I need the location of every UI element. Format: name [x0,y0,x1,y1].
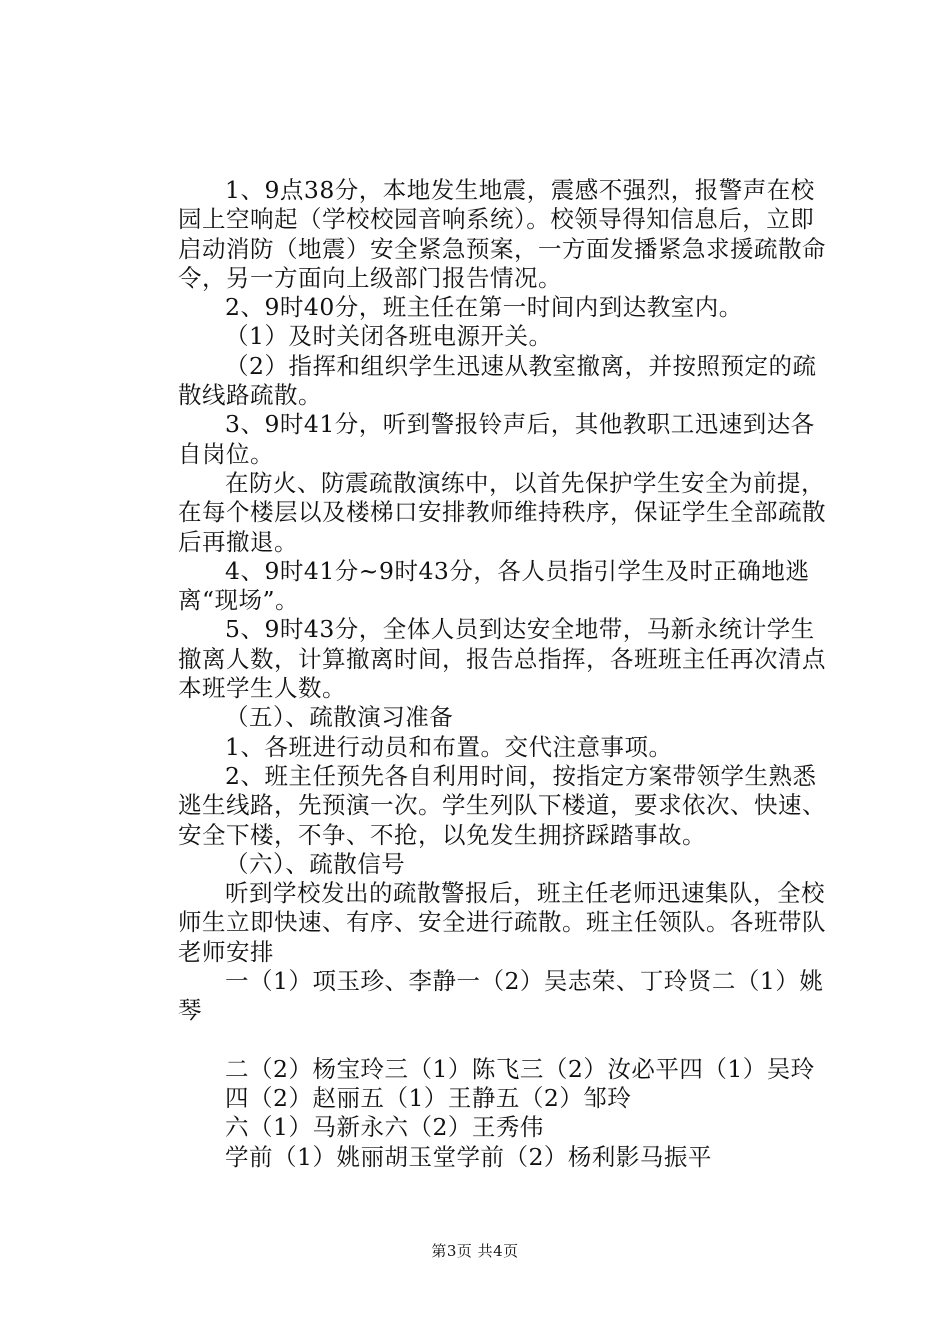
paragraph-step-2: 2、9时40分，班主任在第一时间内到达教室内。 [225,293,743,322]
paragraph-step-2-2: （2）指挥和组织学生迅速从教室撤离，并按照预定的疏散线路疏散。 [178,351,817,410]
paragraph-prep-2: 2、班主任预先各自利用时间，按指定方案带领学生熟悉逃生线路，先预演一次。学生列队下楼道，要求依次、快速、安全下楼，不争、不抢，以免发生拥挤踩踏事故。 [178,761,826,849]
teacher-list-line-2: 二（2）杨宝玲三（1）陈飞三（2）汝必平四（1）吴玲 [225,1054,815,1083]
paragraph-step-1: 1、9点38分，本地发生地震，震感不强烈，报警声在校园上空响起（学校校园音响系统）。校领导得知信息后，立即启动消防（地震）安全紧急预案，一方面发播紧急求援疏散命令，另一方面向上级部门报告情况。 [178,176,826,292]
paragraph-step-4: 4、9时41分~9时43分，各人员指引学生及时正确地逃离“现场”。 [178,556,810,615]
document-body [178,176,838,1172]
paragraph-signal: 听到学校发出的疏散警报后，班主任老师迅速集队，全校师生立即快速、有序、安全进行疏散。班主任领队。各班带队老师安排 [178,879,826,966]
paragraph-step-2-1: （1）及时关闭各班电源开关。 [225,322,553,351]
paragraph-prep-1: 1、各班进行动员和布置。交代注意事项。 [225,732,673,761]
teacher-list-line-3: 四（2）赵丽五（1）王静五（2）邹玲 [225,1083,632,1112]
teacher-list-line-4: 六（1）马新永六（2）王秀伟 [225,1113,544,1142]
paragraph-fire-drill: 在防火、防震疏散演练中，以首先保护学生安全为前提，在每个楼层以及楼梯口安排教师维持秩序，保证学生全部疏散后再撤退。 [178,468,826,556]
paragraph-step-3: 3、9时41分，听到警报铃声后，其他教职工迅速到达各自岗位。 [178,410,815,468]
section-heading-5: （五）、疏散演习准备 [225,703,454,732]
paragraph-step-5: 5、9时43分，全体人员到达安全地带，马新永统计学生撤离人数，计算撤离时间，报告总指挥，各班班主任再次清点本班学生人数。 [178,615,826,703]
page-number-footer: 第3页 共4页 [431,1242,519,1260]
teacher-list-line-1: 一（1）项玉珍、李静一（2）吴志荣、丁玲贤二（1）姚琴 [178,967,824,1025]
teacher-list-line-5: 学前（1）姚丽胡玉堂学前（2）杨利影马振平 [225,1142,712,1171]
section-heading-6: （六）、疏散信号 [225,849,406,878]
